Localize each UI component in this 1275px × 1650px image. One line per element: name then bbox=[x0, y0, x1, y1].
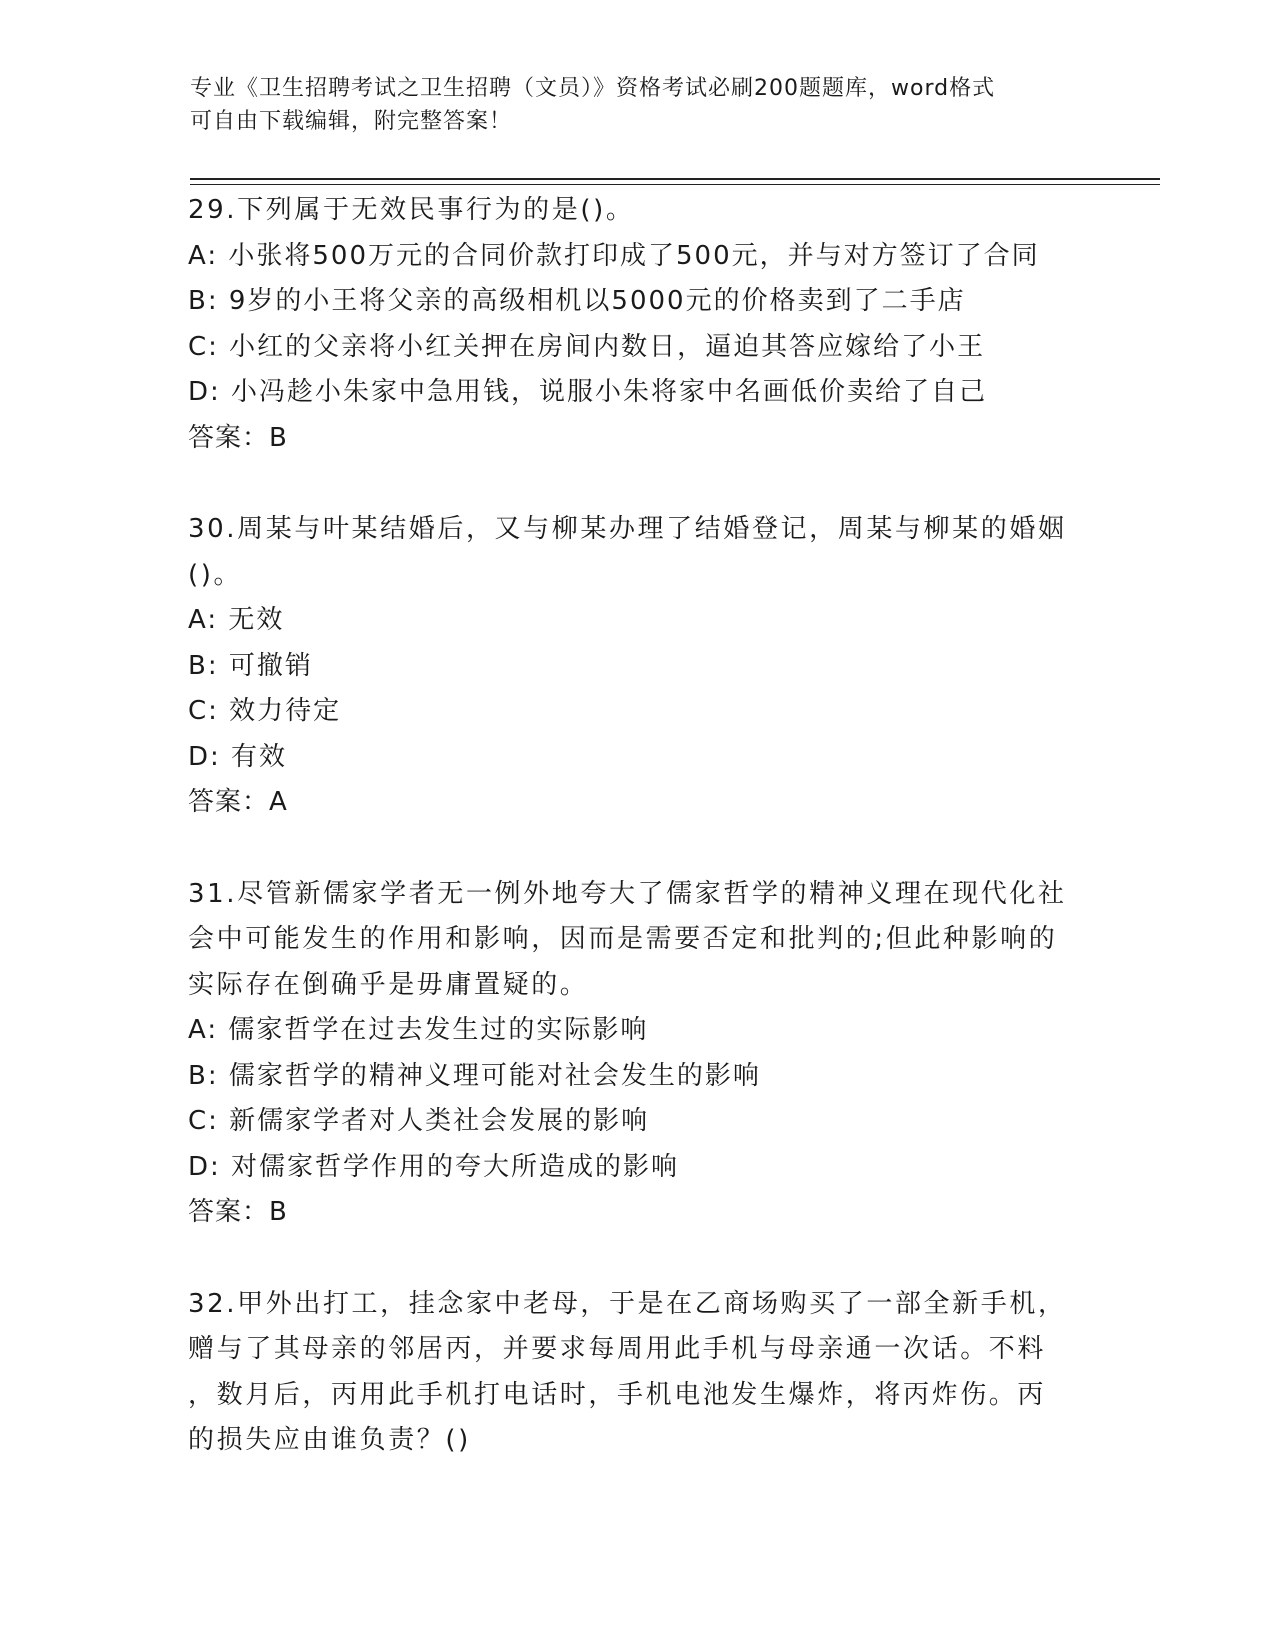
option-b: B: 可撤销 bbox=[188, 650, 313, 681]
question-31 bbox=[188, 872, 1088, 1236]
option-b: B: 儒家哲学的精神义理可能对社会发生的影响 bbox=[188, 1060, 761, 1091]
option-c: C: 小红的父亲将小红关押在房间内数日，逼迫其答应嫁给了小王 bbox=[188, 331, 986, 362]
header-line-2: 可自由下载编辑，附完整答案！ bbox=[190, 109, 513, 134]
option-a: A: 儒家哲学在过去发生过的实际影响 bbox=[188, 1015, 649, 1045]
answer-label: 答案：B bbox=[188, 422, 288, 453]
answer-label: 答案：B bbox=[188, 1197, 288, 1227]
question-32 bbox=[188, 1282, 1088, 1464]
document-header bbox=[190, 72, 1090, 138]
question-stem: 30.周某与叶某结婚后，又与柳某办理了结婚登记，周某与柳某的婚姻 bbox=[188, 514, 1067, 544]
option-d: D: 有效 bbox=[188, 741, 288, 772]
question-stem: 31.尽管新儒家学者无一例外地夸大了儒家哲学的精神义理在现代化社 bbox=[188, 878, 1067, 909]
question-stem: ，数月后，丙用此手机打电话时，手机电池发生爆炸，将丙炸伤。丙 bbox=[188, 1379, 1047, 1410]
option-a: A: 小张将500万元的合同价款打印成了500元，并与对方签订了合同 bbox=[188, 240, 1040, 271]
header-divider-thin bbox=[190, 184, 1160, 185]
question-29 bbox=[188, 188, 1088, 461]
header-line-1: 专业《卫生招聘考试之卫生招聘（文员）》资格考试必刷200题题库，word格式 bbox=[190, 76, 996, 101]
question-stem: 29.下列属于无效民事行为的是()。 bbox=[188, 195, 635, 225]
header-divider-thick bbox=[190, 178, 1160, 180]
question-30 bbox=[188, 507, 1088, 826]
option-c: C: 新儒家学者对人类社会发展的影响 bbox=[188, 1106, 650, 1136]
question-stem: 实际存在倒确乎是毋庸置疑的。 bbox=[188, 969, 589, 1000]
question-stem: 32.甲外出打工，挂念家中老母，于是在乙商场购买了一部全新手机， bbox=[188, 1288, 1067, 1319]
question-stem: ()。 bbox=[188, 559, 243, 590]
option-a: A: 无效 bbox=[188, 605, 285, 635]
question-stem: 的损失应由谁负责？() bbox=[188, 1425, 471, 1455]
answer-label: 答案：A bbox=[188, 787, 288, 817]
option-b: B: 9岁的小王将父亲的高级相机以5000元的价格卖到了二手店 bbox=[188, 286, 966, 316]
question-list bbox=[188, 188, 1088, 1510]
question-stem: 赠与了其母亲的邻居丙，并要求每周用此手机与母亲通一次话。不料 bbox=[188, 1334, 1047, 1364]
question-stem: 会中可能发生的作用和影响，因而是需要否定和批判的;但此种影响的 bbox=[188, 924, 1058, 954]
option-d: D: 小冯趁小朱家中急用钱，说服小朱将家中名画低价卖给了自己 bbox=[188, 377, 988, 407]
option-d: D: 对儒家哲学作用的夸大所造成的影响 bbox=[188, 1151, 680, 1182]
option-c: C: 效力待定 bbox=[188, 696, 342, 726]
